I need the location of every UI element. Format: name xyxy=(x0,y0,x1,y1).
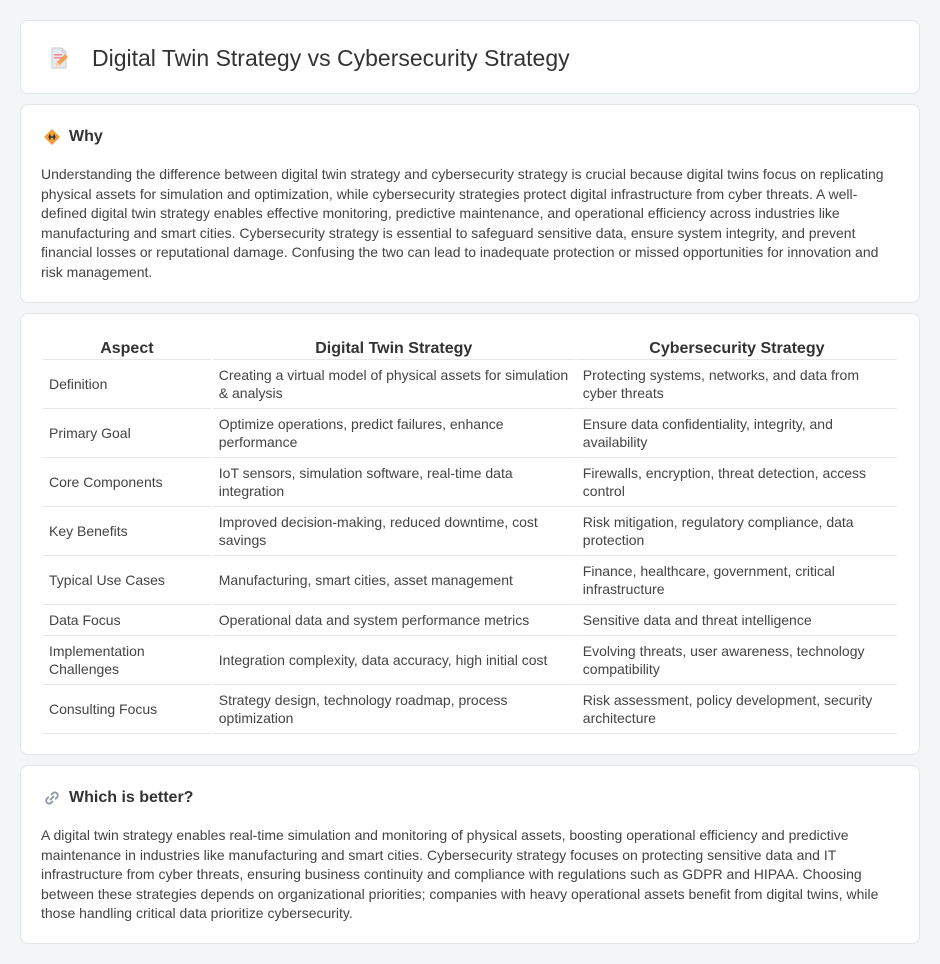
cybersecurity-cell: Finance, healthcare, government, critical infrastructure xyxy=(577,556,897,605)
digital-twin-cell: Manufacturing, smart cities, asset management xyxy=(213,556,575,605)
digital-twin-cell: Operational data and system performance metrics xyxy=(213,605,575,636)
better-title: Which is better? xyxy=(69,789,194,806)
why-title: Why xyxy=(69,128,103,145)
aspect-cell: Consulting Focus xyxy=(43,685,211,734)
table-row xyxy=(43,507,897,556)
aspect-cell: Definition xyxy=(43,360,211,409)
comparison-table-card xyxy=(20,313,920,755)
which-is-better-section xyxy=(20,765,920,944)
cybersecurity-cell: Ensure data confidentiality, integrity, and availability xyxy=(577,409,897,458)
better-heading xyxy=(43,788,193,808)
header-card xyxy=(20,20,920,94)
table-header-row xyxy=(43,334,897,360)
digital-twin-cell: Integration complexity, data accuracy, high initial cost xyxy=(213,636,575,685)
header-aspect: Aspect xyxy=(43,334,211,360)
better-text: A digital twin strategy enables real-time simulation and monitoring of physical assets, boosting operational efficiency and predictive maintenance in industries like manufacturing and smart cities. Cybersecurity strategy focuses on protecting sensitive data and IT infrastructure from cyber threats, ensuring business continuity and compliance with regulations such as GDPR and HIPAA. Choosing between these strategies depends on organizational priorities; companies with heavy operational assets benefit from digital twins, while those handling critical data prioritize cybersecurity. xyxy=(41,827,879,921)
aspect-cell: Implementation Challenges xyxy=(43,636,211,685)
cybersecurity-cell: Firewalls, encryption, threat detection, access control xyxy=(577,458,897,507)
cybersecurity-cell: Protecting systems, networks, and data from cyber threats xyxy=(577,360,897,409)
cybersecurity-cell: Risk assessment, policy development, security architecture xyxy=(577,685,897,734)
link-icon xyxy=(43,789,61,807)
why-heading xyxy=(43,127,103,147)
table-row xyxy=(43,458,897,507)
cybersecurity-cell: Evolving threats, user awareness, technology compatibility xyxy=(577,636,897,685)
page-title: Digital Twin Strategy vs Cybersecurity Strategy xyxy=(92,45,570,71)
header-cybersecurity: Cybersecurity Strategy xyxy=(577,334,897,360)
digital-twin-cell: Improved decision-making, reduced downtime, cost savings xyxy=(213,507,575,556)
aspect-cell: Typical Use Cases xyxy=(43,556,211,605)
cybersecurity-cell: Risk mitigation, regulatory compliance, data protection xyxy=(577,507,897,556)
table-row xyxy=(43,636,897,685)
digital-twin-cell: Optimize operations, predict failures, enhance performance xyxy=(213,409,575,458)
digital-twin-cell: Strategy design, technology roadmap, process optimization xyxy=(213,685,575,734)
diamond-warning-icon xyxy=(43,128,61,146)
table-row xyxy=(43,360,897,409)
aspect-cell: Key Benefits xyxy=(43,507,211,556)
why-text: Understanding the difference between digital twin strategy and cybersecurity strategy is crucial because digital twins focus on replicating physical assets for simulation and optimization, while cybersecurity strategies protect digital infrastructure from cyber threats. A well-defined digital twin strategy enables effective monitoring, predictive maintenance, and operational efficiency across industries like manufacturing and smart cities. Cybersecurity strategy is essential to safeguard sensitive data, ensure system integrity, and prevent financial losses or reputational damage. Confusing the two can lead to inadequate protection or missed opportunities for innovation and risk management. xyxy=(41,166,884,280)
aspect-cell: Core Components xyxy=(43,458,211,507)
digital-twin-cell: IoT sensors, simulation software, real-time data integration xyxy=(213,458,575,507)
aspect-cell: Data Focus xyxy=(43,605,211,636)
digital-twin-cell: Creating a virtual model of physical assets for simulation & analysis xyxy=(213,360,575,409)
document-pencil-icon xyxy=(47,46,71,70)
table-row xyxy=(43,685,897,734)
table-row xyxy=(43,409,897,458)
header-digital-twin: Digital Twin Strategy xyxy=(213,334,575,360)
cybersecurity-cell: Sensitive data and threat intelligence xyxy=(577,605,897,636)
comparison-table xyxy=(41,334,899,734)
why-section xyxy=(20,104,920,303)
table-row xyxy=(43,605,897,636)
aspect-cell: Primary Goal xyxy=(43,409,211,458)
table-row xyxy=(43,556,897,605)
